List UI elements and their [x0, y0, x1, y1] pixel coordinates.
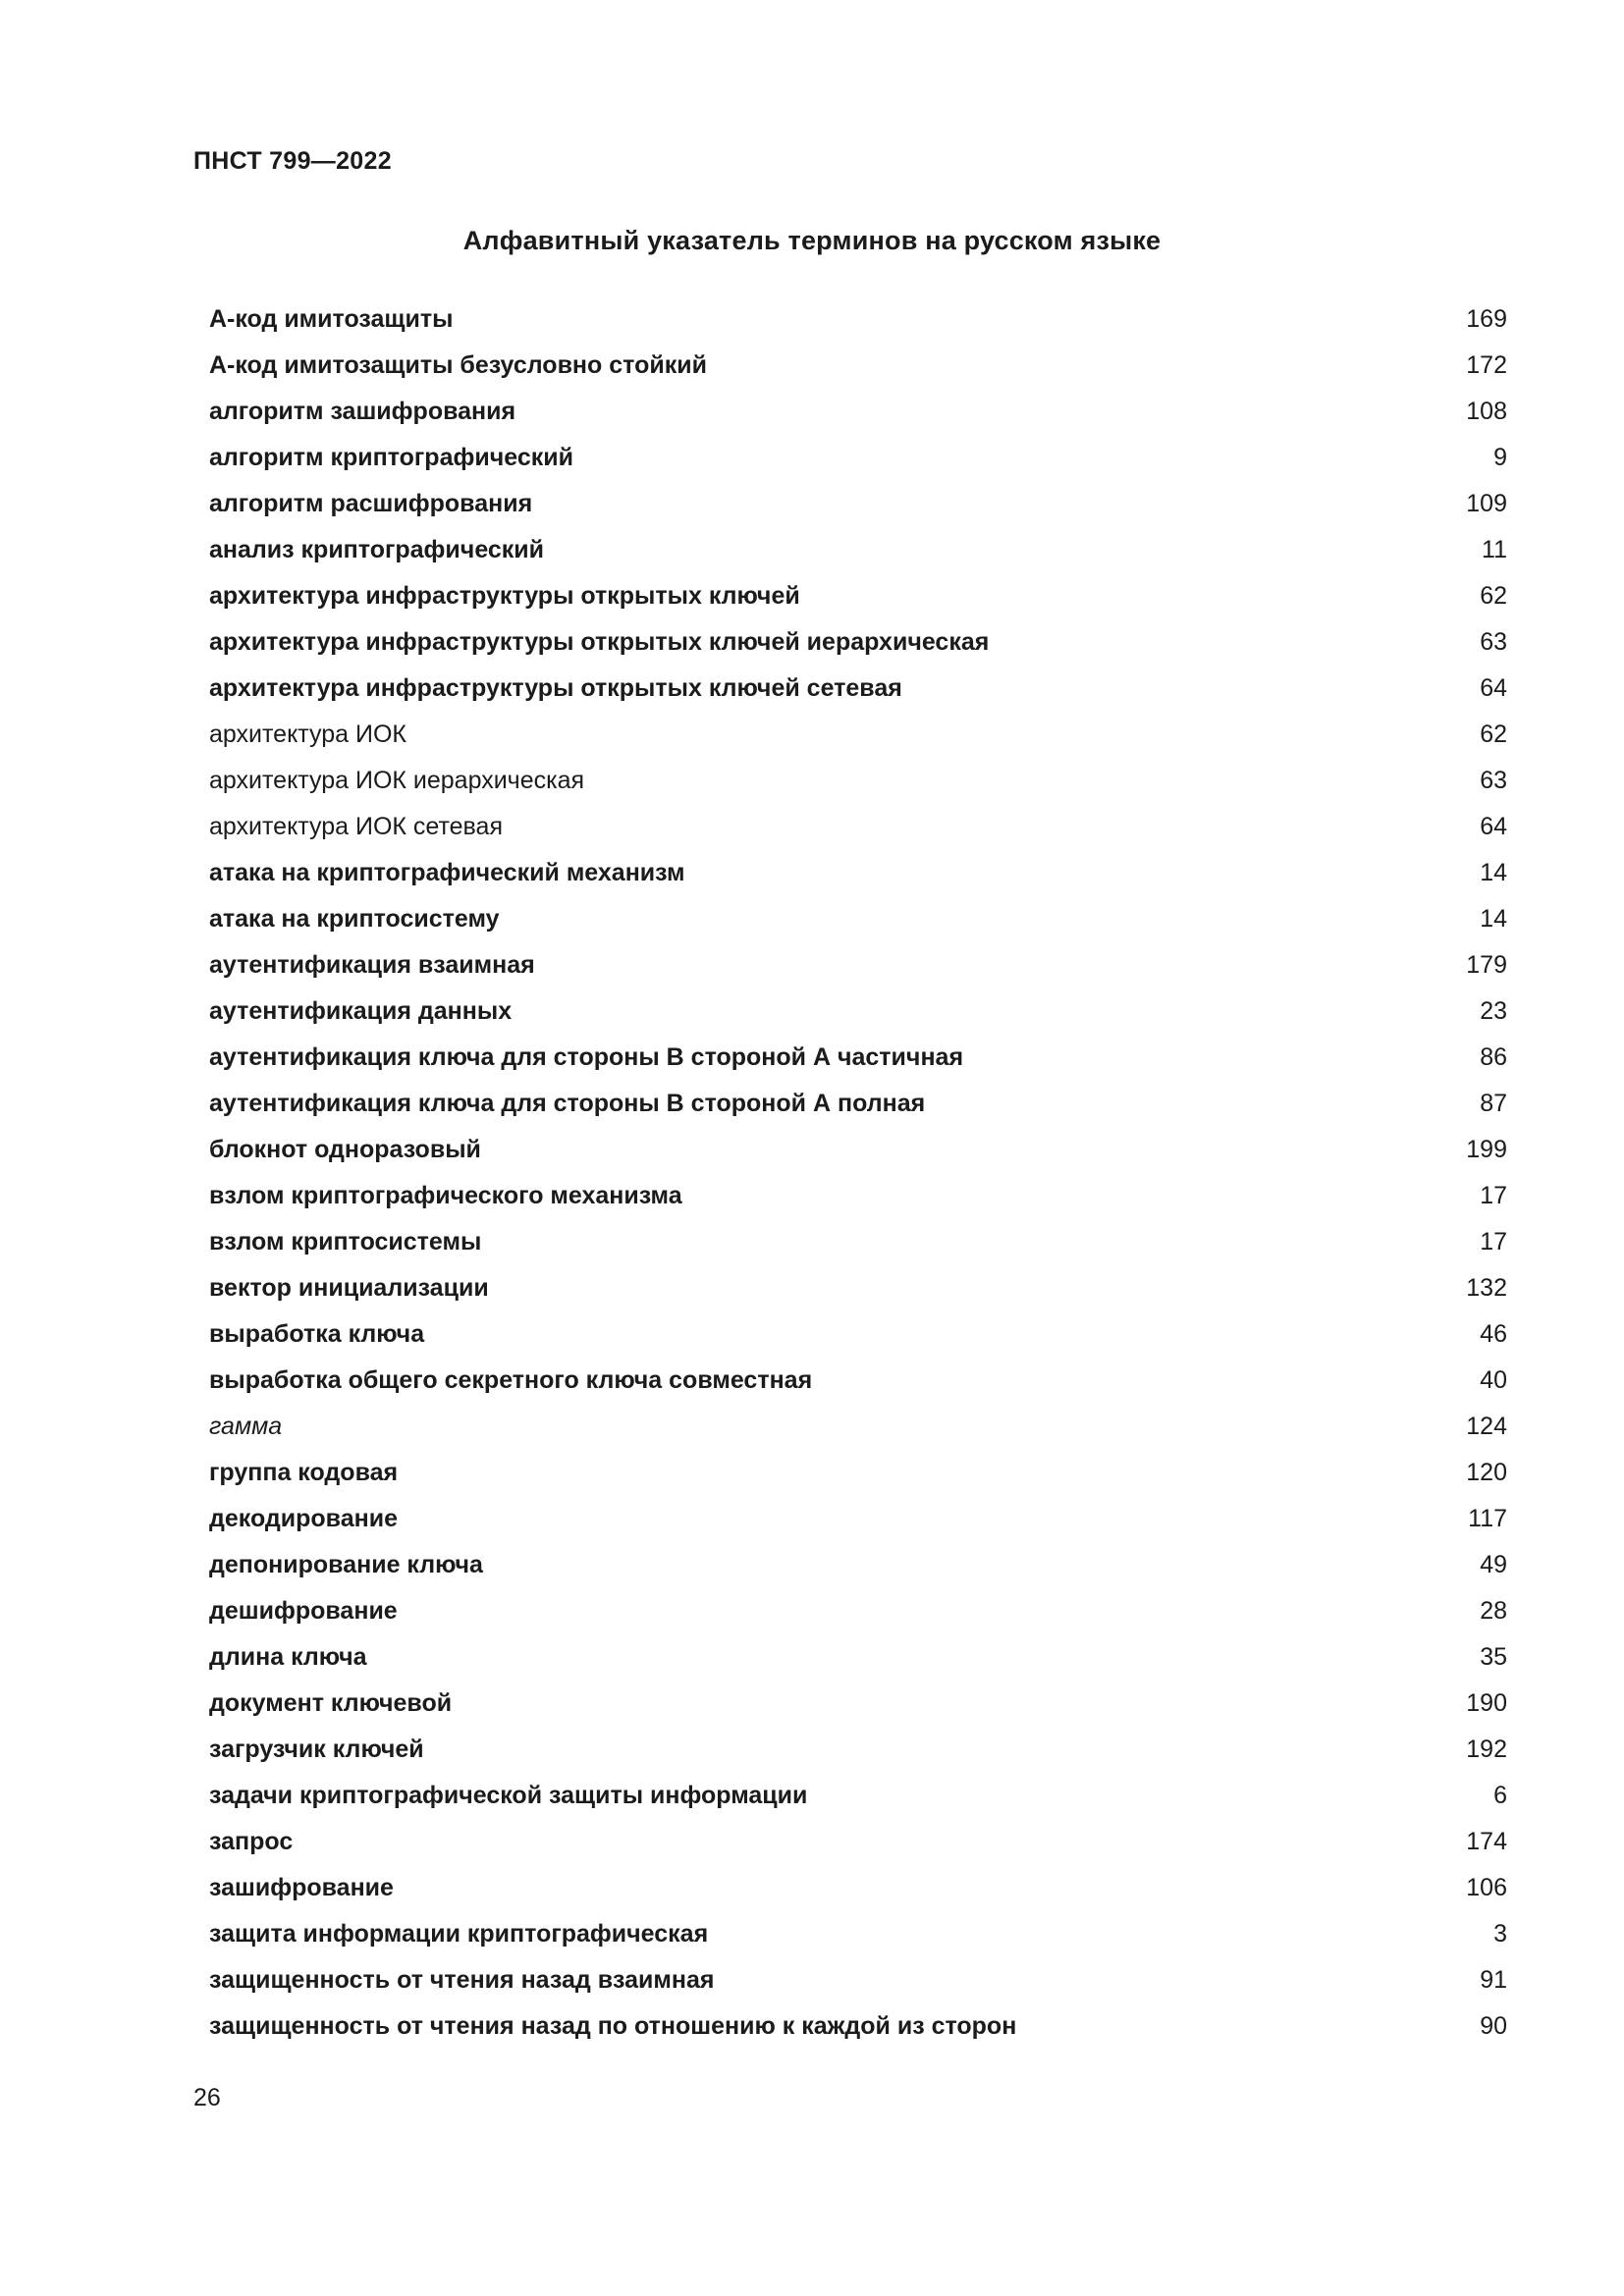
index-entry-number: 49 [1480, 1551, 1507, 1578]
index-entry-term: аутентификация взаимная [209, 951, 535, 979]
index-entry-term: аутентификация данных [209, 997, 513, 1025]
index-entry [209, 804, 1507, 850]
index-entry-term: алгоритм расшифрования [209, 490, 533, 517]
index-entry [209, 573, 1507, 619]
index-entry [209, 896, 1507, 942]
term-index-list [209, 296, 1507, 2050]
document-code: ПНСТ 799—2022 [193, 147, 392, 175]
index-entry-term: аутентификация ключа для стороны В стороной А частичная [209, 1043, 964, 1071]
index-entry-number: 199 [1466, 1136, 1507, 1163]
index-entry-number: 35 [1480, 1643, 1507, 1671]
index-entry-term: архитектура ИОК сетевая [209, 813, 503, 840]
index-entry [209, 1404, 1507, 1450]
index-entry-number: 9 [1493, 444, 1507, 471]
index-entry [209, 1819, 1507, 1865]
index-entry-number: 63 [1480, 628, 1507, 656]
index-entry-number: 46 [1480, 1320, 1507, 1348]
index-entry [209, 1681, 1507, 1727]
index-entry [209, 1358, 1507, 1404]
index-entry-number: 192 [1466, 1735, 1507, 1763]
index-entry-number: 14 [1480, 905, 1507, 933]
index-entry [209, 343, 1507, 389]
index-entry [209, 296, 1507, 343]
index-entry [209, 1219, 1507, 1265]
index-entry-number: 120 [1466, 1459, 1507, 1486]
index-entry-number: 17 [1480, 1228, 1507, 1255]
index-entry-number: 108 [1466, 398, 1507, 425]
index-entry-number: 91 [1480, 1966, 1507, 1994]
index-entry-term: взлом криптосистемы [209, 1228, 482, 1255]
index-entry-term: гамма [209, 1413, 283, 1440]
index-entry-term: дешифрование [209, 1597, 398, 1625]
index-entry [209, 1727, 1507, 1773]
index-entry-term: документ ключевой [209, 1689, 453, 1717]
index-entry-number: 28 [1480, 1597, 1507, 1625]
index-entry-term: алгоритм зашифрования [209, 398, 516, 425]
index-entry-term: архитектура инфраструктуры открытых ключей [209, 582, 800, 610]
index-entry-number: 172 [1466, 351, 1507, 379]
index-entry [209, 481, 1507, 527]
index-entry [209, 1035, 1507, 1081]
index-entry-number: 64 [1480, 674, 1507, 702]
index-entry [209, 1081, 1507, 1127]
index-entry-number: 109 [1466, 490, 1507, 517]
index-entry-term: архитектура инфраструктуры открытых ключей иерархическая [209, 628, 990, 656]
index-entry-term: защищенность от чтения назад по отношению к каждой из сторон [209, 2012, 1017, 2040]
index-entry-term: выработка ключа [209, 1320, 425, 1348]
index-entry-term: выработка общего секретного ключа совместная [209, 1366, 813, 1394]
index-entry [209, 1265, 1507, 1311]
index-entry-term: архитектура инфраструктуры открытых ключей сетевая [209, 674, 902, 702]
index-entry-number: 40 [1480, 1366, 1507, 1394]
index-entry-number: 132 [1466, 1274, 1507, 1302]
page-number: 26 [193, 2084, 221, 2111]
index-entry-term: декодирование [209, 1505, 398, 1532]
index-entry [209, 435, 1507, 481]
index-entry-number: 64 [1480, 813, 1507, 840]
index-entry [209, 1311, 1507, 1358]
index-entry [209, 1173, 1507, 1219]
index-entry [209, 988, 1507, 1035]
index-entry-number: 190 [1466, 1689, 1507, 1717]
index-entry [209, 712, 1507, 758]
index-entry [209, 1450, 1507, 1496]
index-entry-number: 6 [1493, 1782, 1507, 1809]
index-entry [209, 1865, 1507, 1911]
index-entry [209, 527, 1507, 573]
index-entry-term: архитектура ИОК [209, 721, 406, 748]
index-entry-number: 3 [1493, 1920, 1507, 1948]
index-entry-term: анализ криптографический [209, 536, 545, 563]
index-entry [209, 666, 1507, 712]
index-entry-term: загрузчик ключей [209, 1735, 424, 1763]
index-entry-number: 62 [1480, 582, 1507, 610]
index-entry-number: 106 [1466, 1874, 1507, 1901]
index-entry [209, 1127, 1507, 1173]
index-entry-number: 86 [1480, 1043, 1507, 1071]
index-entry-term: аутентификация ключа для стороны В стороной А полная [209, 1090, 926, 1117]
index-entry-number: 17 [1480, 1182, 1507, 1209]
index-entry-term: депонирование ключа [209, 1551, 483, 1578]
index-entry [209, 1496, 1507, 1542]
index-entry [209, 2003, 1507, 2050]
index-entry-term: запрос [209, 1828, 294, 1855]
index-entry [209, 1957, 1507, 2003]
index-entry [209, 1588, 1507, 1634]
index-entry [209, 1773, 1507, 1819]
index-entry [209, 942, 1507, 988]
index-title: Алфавитный указатель терминов на русском языке [462, 226, 1162, 255]
index-entry-number: 11 [1482, 536, 1507, 563]
index-entry [209, 1542, 1507, 1588]
index-entry-term: группа кодовая [209, 1459, 399, 1486]
index-entry-number: 124 [1466, 1413, 1507, 1440]
index-entry [209, 619, 1507, 666]
index-entry-term: атака на криптосистему [209, 905, 500, 933]
index-entry-term: длина ключа [209, 1643, 367, 1671]
index-entry-number: 169 [1466, 305, 1507, 333]
index-entry-term: вектор инициализации [209, 1274, 489, 1302]
index-entry-term: взлом криптографического механизма [209, 1182, 682, 1209]
index-entry [209, 850, 1507, 896]
index-entry-term: архитектура ИОК иерархическая [209, 767, 585, 794]
index-entry-term: атака на криптографический механизм [209, 859, 685, 886]
index-entry [209, 758, 1507, 804]
index-entry-number: 174 [1466, 1828, 1507, 1855]
index-entry-term: зашифрование [209, 1874, 394, 1901]
index-entry-term: блокнот одноразовый [209, 1136, 481, 1163]
index-entry [209, 1634, 1507, 1681]
index-entry-number: 62 [1480, 721, 1507, 748]
index-entry-number: 63 [1480, 767, 1507, 794]
index-entry-term: А-код имитозащиты [209, 305, 454, 333]
index-entry-number: 14 [1480, 859, 1507, 886]
index-entry-term: А-код имитозащиты безусловно стойкий [209, 351, 707, 379]
index-entry-number: 179 [1466, 951, 1507, 979]
index-entry-number: 117 [1468, 1505, 1507, 1532]
index-entry [209, 389, 1507, 435]
index-entry-number: 23 [1480, 997, 1507, 1025]
index-entry-term: задачи криптографической защиты информации [209, 1782, 808, 1809]
index-entry-number: 90 [1480, 2012, 1507, 2040]
index-entry-term: защита информации криптографическая [209, 1920, 709, 1948]
index-entry-number: 87 [1480, 1090, 1507, 1117]
index-entry [209, 1911, 1507, 1957]
index-entry-term: алгоритм криптографический [209, 444, 573, 471]
index-entry-term: защищенность от чтения назад взаимная [209, 1966, 715, 1994]
